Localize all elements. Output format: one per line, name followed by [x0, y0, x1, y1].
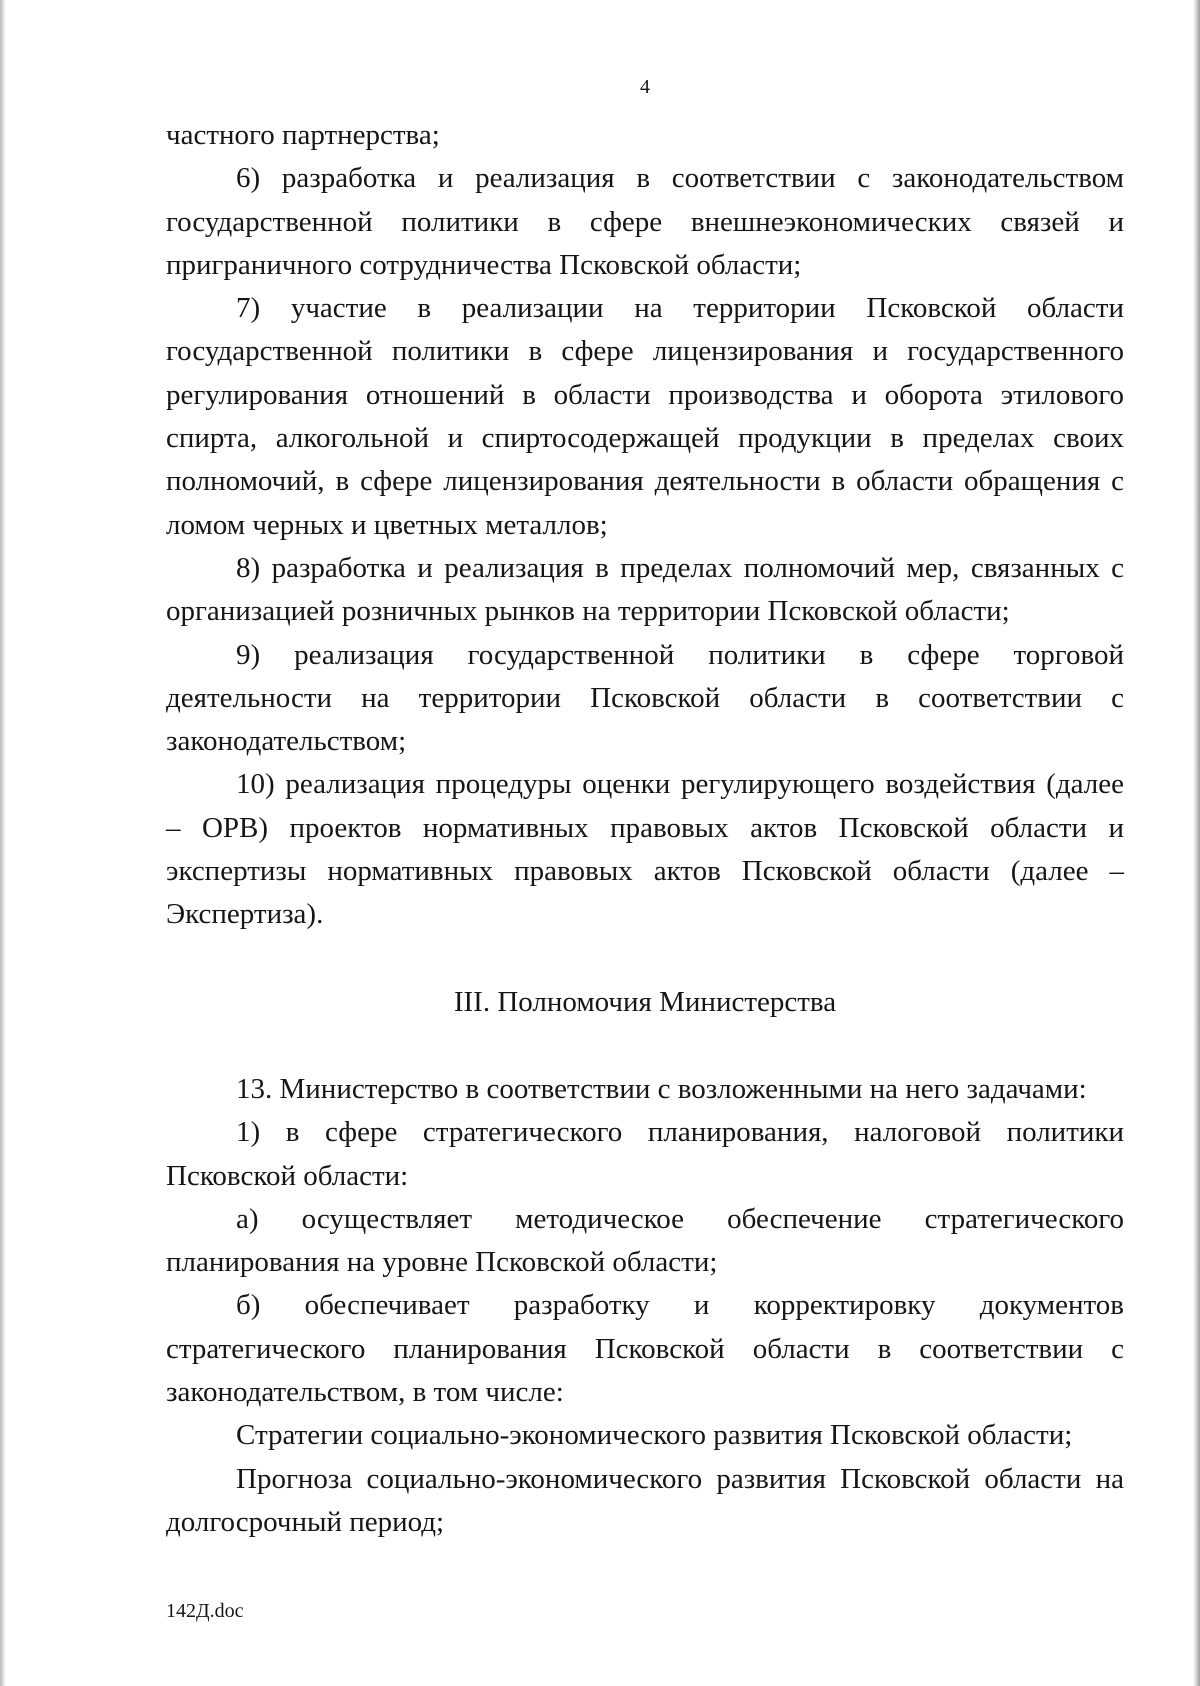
scan-edge-left	[0, 0, 6, 1686]
scan-edge-right	[1193, 0, 1200, 1686]
paragraph: 8) разработка и реализация в пределах полномочий мер, связанных с организацией розничных рынков на территории Псковской области;	[166, 551, 1124, 628]
paragraph: частного партнерства;	[166, 119, 440, 151]
paragraph: б) обеспечивает разработку и корректировку документов стратегического планирования Псковской области в соответствии с законодательством, в том числе:	[166, 1289, 1124, 1409]
document-body	[166, 114, 1124, 1544]
paragraph: а) осуществляет методическое обеспечение стратегического планирования на уровне Псковской области;	[166, 1202, 1124, 1279]
paragraph: 1) в сфере стратегического планирования, налоговой политики Псковской области:	[166, 1116, 1124, 1192]
paragraph: Стратегии социально-экономического развития Псковской области;	[236, 1419, 1073, 1452]
paragraph: 7) участие в реализации на территории Псковской области государственной политики в сфере лицензирования и государственного регулирования отношений в области производства и оборота этилового спирта, алкогольной и спиртосодержащей продукции в пределах своих полномочий, в сфере лицензирования деятельности в области обращения с ломом черных и цветных металлов;	[166, 292, 1124, 541]
page-number: 4	[640, 76, 650, 98]
section-title: III. Полномочия Министерства	[453, 985, 837, 1018]
paragraph: 10) реализация процедуры оценки регулирующего воздействия (далее – ОРВ) проектов нормативных правовых актов Псковской области и экспертизы нормативных правовых актов Псковской области (далее – Экспертиза).	[166, 768, 1124, 931]
file-name-footer: 142Д.doc	[166, 1600, 244, 1622]
paragraph: 9) реализация государственной политики в сфере торговой деятельности на территории Псковской области в соответствии с законодательством;	[166, 638, 1124, 758]
paragraph: 6) разработка и реализация в соответствии с законодательством государственной политики в сфере внешнеэкономических связей и приграничного сотрудничества Псковской области;	[166, 162, 1124, 281]
paragraph: 13. Министерство в соответствии с возложенными на него задачами:	[236, 1072, 1087, 1105]
paragraph: Прогноза социально-экономического развития Псковской области на долгосрочный период;	[166, 1462, 1124, 1538]
